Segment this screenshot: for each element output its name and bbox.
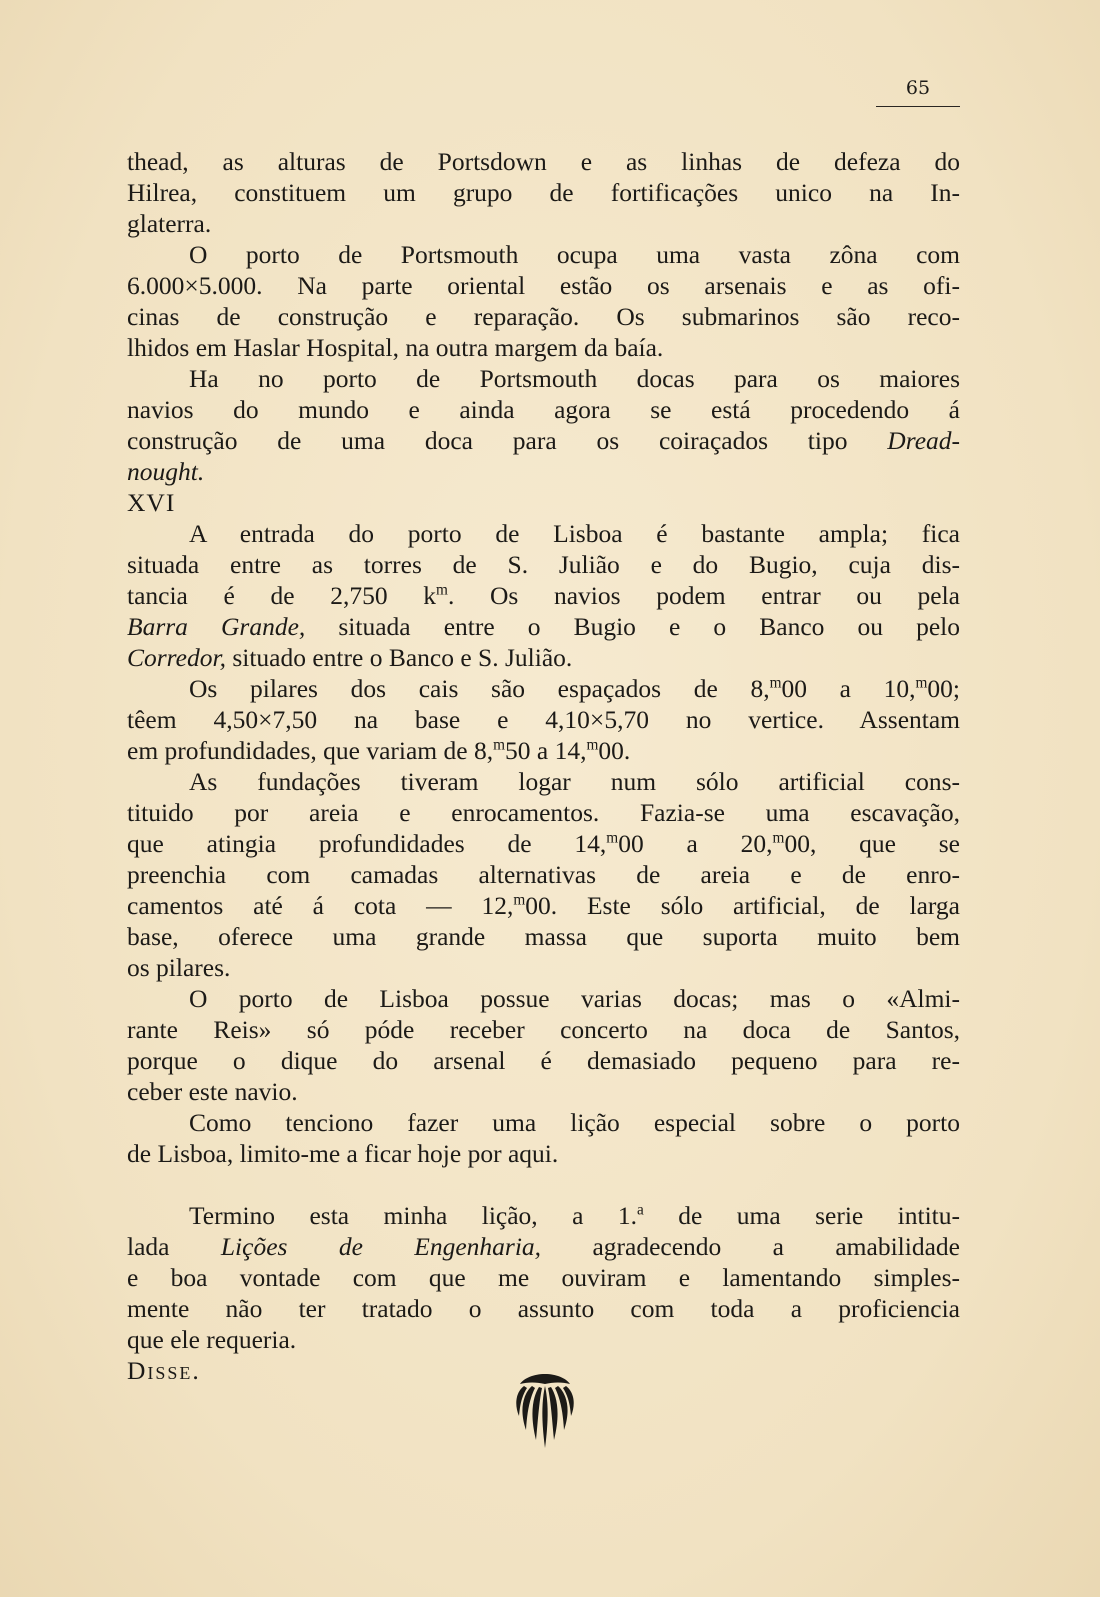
text-line: thead, as alturas de Portsdown e as linhas de defeza do [127, 147, 960, 176]
text-line [127, 735, 960, 766]
text-span: que atingia profundidades de 14, [127, 829, 607, 858]
text-span: 00. Este sólo artificial, de larga [525, 891, 960, 920]
unit-superscript: m [772, 829, 785, 847]
text-line: base, oferece uma grande massa que suporta muito bem [127, 922, 960, 951]
text-body [127, 146, 960, 1386]
text-line: O porto de Portsmouth ocupa uma vasta zôna com [189, 240, 960, 269]
text-span: de uma serie intitu- [643, 1201, 960, 1230]
italic-title: Lições de Engenharia, [220, 1232, 542, 1261]
text-line [127, 673, 960, 704]
unit-superscript: m [513, 891, 526, 909]
text-span: Os pilares dos cais são espaçados de 8, [189, 674, 770, 703]
text-line: Ha no porto de Portsmouth docas para os maiores [189, 364, 960, 393]
text-span: situado entre o Banco e S. Julião. [225, 643, 573, 672]
unit-superscript: m [493, 736, 505, 754]
italic-term: Corredor, [127, 643, 226, 672]
text-span: em profundidades, que variam de 8, [127, 736, 494, 765]
text-line: mente não ter tratado o assunto com toda a proficiencia [127, 1294, 960, 1323]
paragraph [127, 983, 960, 1107]
text-line: O porto de Lisboa possue varias docas; mas o «Almi- [189, 984, 960, 1013]
text-line [127, 828, 960, 859]
text-span: agradecendo a amabilidade [541, 1232, 960, 1261]
text-line: cinas de construção e reparação. Os submarinos são reco- [127, 302, 960, 331]
paragraph [127, 518, 960, 673]
italic-term: Barra Grande, [127, 612, 306, 641]
paragraph [127, 1107, 960, 1169]
unit-superscript: m [769, 674, 782, 692]
unit-superscript: m [606, 829, 619, 847]
section-heading: XVI [127, 488, 176, 517]
text-span: 00, que se [784, 829, 961, 858]
text-line: lhidos em Haslar Hospital, na outra margem da baía. [127, 333, 664, 362]
text-line: e boa vontade com que me ouviram e lamentando simples- [127, 1263, 960, 1292]
text-line: 6.000×5.000. Na parte oriental estão os arsenais e as ofi- [127, 271, 960, 300]
text-line [127, 1200, 960, 1231]
text-line: os pilares. [127, 953, 231, 982]
unit-superscript: m [436, 581, 448, 599]
text-line: situada entre as torres de S. Julião e do Bugio, cuja dis- [127, 550, 960, 579]
text-span: . Os navios podem entrar ou pela [447, 581, 961, 610]
text-line [127, 425, 960, 456]
italic-term: Dread- [887, 426, 960, 455]
text-line: porque o dique do arsenal é demasiado pequeno para re- [127, 1046, 960, 1075]
unit-superscript: m [915, 674, 928, 692]
page-number-rule [876, 106, 960, 107]
paragraph [127, 146, 960, 239]
paragraph-gap [127, 1169, 960, 1200]
text-line: tituido por areia e enrocamentos. Fazia-se uma escavação, [127, 798, 960, 827]
page-number: 65 [905, 77, 931, 99]
text-line [127, 580, 960, 611]
paragraph [127, 239, 960, 363]
floral-tailpiece-ornament-icon [514, 1370, 576, 1452]
text-line: preenchia com camadas alternativas de areia e de enro- [127, 860, 960, 889]
text-span: situada entre o Bugio e o Banco ou pelo [305, 612, 960, 641]
text-line [127, 1231, 960, 1262]
text-span: construção de uma doca para os coiraçados tipo [127, 426, 888, 455]
paragraph [127, 766, 960, 983]
text-span: tancia é de 2,750 k [127, 581, 437, 610]
text-span: 00 a 10, [781, 674, 916, 703]
text-line: de Lisboa, limito-me a ficar hoje por aqui. [127, 1139, 559, 1168]
italic-term: nought. [127, 457, 205, 486]
text-span: 50 a 14, [505, 736, 587, 765]
text-line: Como tenciono fazer uma lição especial sobre o porto [189, 1108, 960, 1137]
signature: Disse. [127, 1356, 201, 1385]
unit-superscript: m [586, 736, 599, 754]
text-line: que ele requeria. [127, 1325, 297, 1354]
text-line: têem 4,50×7,50 na base e 4,10×5,70 no vertice. Assentam [127, 705, 960, 734]
text-span: 00; [927, 674, 961, 703]
text-span: 00. [598, 736, 631, 765]
paragraph [127, 363, 960, 487]
text-line: As fundações tiveram logar num sólo artificial cons- [189, 767, 960, 796]
paragraph [127, 1200, 960, 1355]
ordinal-superscript: a [637, 1201, 644, 1219]
text-line: ceber este navio. [127, 1077, 298, 1106]
text-span: lada [127, 1232, 221, 1261]
text-line: A entrada do porto de Lisboa é bastante ampla; fica [189, 519, 960, 548]
text-line [127, 890, 960, 921]
text-line: rante Reis» só póde receber concerto na doca de Santos, [127, 1015, 960, 1044]
text-line [127, 611, 960, 642]
text-span: 00 a 20, [618, 829, 773, 858]
text-line: Hilrea, constituem um grupo de fortificações unico na In- [127, 178, 960, 207]
text-span: camentos até á cota — 12, [127, 891, 514, 920]
text-line: glaterra. [127, 209, 212, 238]
text-line [127, 642, 960, 673]
text-line: navios do mundo e ainda agora se está procedendo á [127, 395, 960, 424]
paragraph [127, 673, 960, 766]
text-span: Termino esta minha lição, a 1. [189, 1201, 637, 1230]
